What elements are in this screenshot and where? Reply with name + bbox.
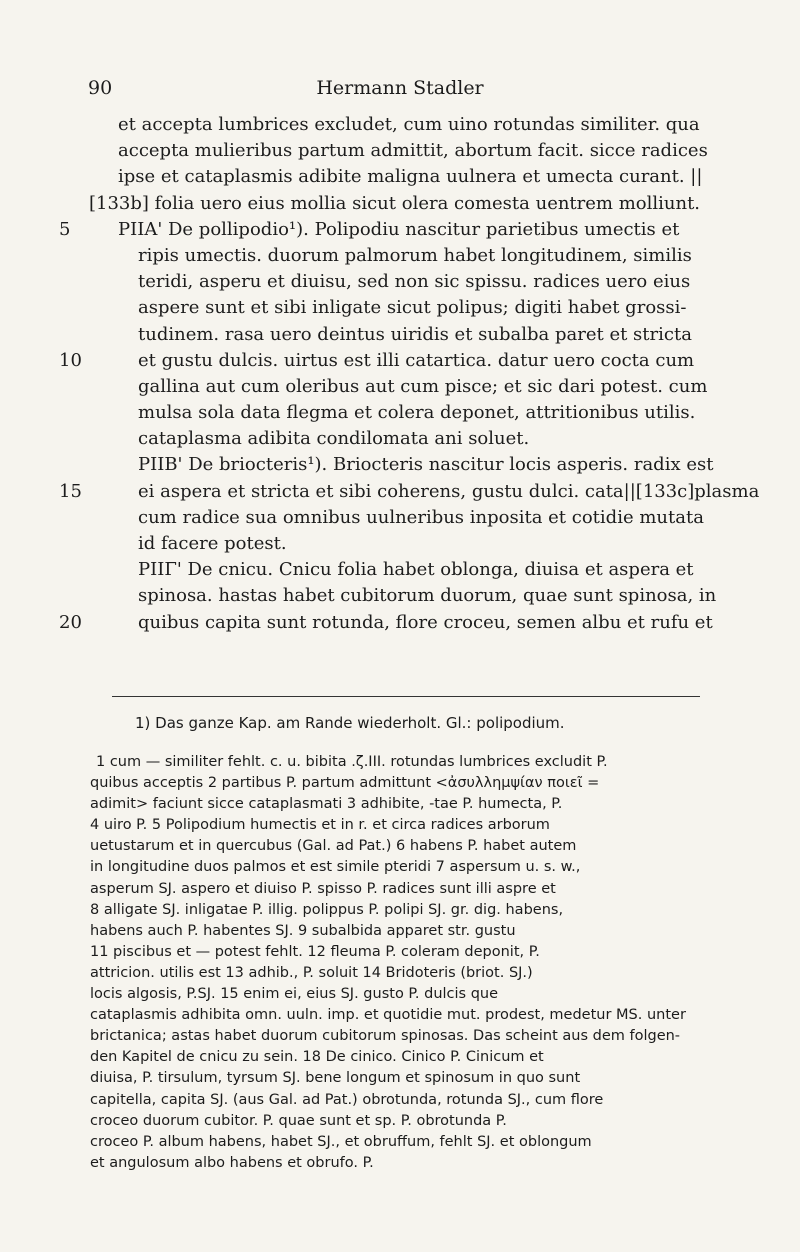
line-text: PIIB' De briocteris¹). Briocteris nascitur locis asperis. radix est <box>138 454 714 476</box>
line-text: PIIΓ' De cnicu. Cnicu folia habet oblonga, diuisa et aspera et <box>138 559 694 581</box>
text-line <box>0 322 800 348</box>
text-line <box>0 269 800 295</box>
line-text: ei aspera et stricta et sibi coherens, gustu dulci. cata||[133c]plasma <box>138 480 760 502</box>
apparatus-line: 11 piscibus et — potest fehlt. 12 fleuma P. coleram deponit, P. <box>90 943 540 960</box>
line-text: [133b] folia uero eius mollia sicut olera comesta uentrem molliunt. <box>89 192 701 214</box>
line-text: spinosa. hastas habet cubitorum duorum, quae sunt spinosa, in <box>138 585 717 607</box>
text-line <box>0 217 800 243</box>
text-line <box>0 479 800 505</box>
line-text: quibus capita sunt rotunda, flore croceu, semen albu et rufu et <box>138 611 713 633</box>
text-line <box>0 164 800 190</box>
apparatus-line: brictanica; astas habet duorum cubitorum spinosas. Das scheint aus dem folgen- <box>90 1028 681 1045</box>
text-line <box>0 452 800 478</box>
footnote: 1) Das ganze Kap. am Rande wiederholt. Gl.: polipodium. <box>135 714 565 732</box>
page-number: 90 <box>88 77 113 99</box>
line-number: 5 <box>59 218 71 240</box>
line-text: gallina aut cum oleribus aut cum pisce; et sic dari potest. cum <box>138 375 708 397</box>
apparatus-line: diuisa, P. tirsulum, tyrsum SJ. bene longum et spinosum in quo sunt <box>90 1070 581 1087</box>
running-title: Hermann Stadler <box>316 77 484 99</box>
apparatus-line: habens auch P. habentes SJ. 9 subalbida apparet str. gustu <box>90 922 516 939</box>
line-number: 15 <box>59 480 82 502</box>
line-text: cum radice sua omnibus uulneribus inposita et cotidie mutata <box>138 506 704 528</box>
text-line <box>0 243 800 269</box>
line-text: mulsa sola data flegma et colera deponet, attritionibus utilis. <box>138 402 696 424</box>
line-text: teridi, asperu et diuisu, sed non sic spissu. radices uero eius <box>138 271 691 293</box>
text-line <box>0 295 800 321</box>
text-line <box>0 374 800 400</box>
line-text: PIIA' De pollipodio¹). Polipodiu nascitur parietibus umectis et <box>118 218 680 240</box>
apparatus-line: den Kapitel de cnicu zu sein. 18 De cinico. Cinico P. Cinicum et <box>90 1049 544 1066</box>
line-number: 20 <box>59 611 82 633</box>
text-line <box>0 583 800 609</box>
text-line <box>0 426 800 452</box>
line-text: id facere potest. <box>138 533 287 554</box>
apparatus-line: 1 cum — similiter fehlt. c. u. bibita .ζ.III. rotundas lumbrices excludit P. <box>96 754 608 770</box>
apparatus-line: attricion. utilis est 13 adhib., P. soluit 14 Bridoteris (briot. SJ.) <box>90 964 533 981</box>
apparatus-line: locis algosis, P.SJ. 15 enim ei, eius SJ. gusto P. dulcis que <box>90 986 499 1003</box>
apparatus-line: cataplasmis adhibita omn. uuln. imp. et quotidie mut. prodest, medetur MS. unter <box>90 1007 686 1024</box>
apparatus-line: in longitudine duos palmos et est simile pteridi 7 aspersum u. s. w., <box>90 859 581 876</box>
apparatus-line: capitella, capita SJ. (aus Gal. ad Pat.) obrotunda, rotunda SJ., cum flore <box>90 1091 604 1108</box>
line-text: ipse et cataplasmis adibite maligna uulnera et umecta curant. || <box>118 166 703 188</box>
line-text: ripis umectis. duorum palmorum habet longitudinem, similis <box>138 244 692 266</box>
page-header <box>0 77 800 107</box>
line-number: 10 <box>59 349 82 371</box>
text-line <box>0 348 800 374</box>
text-line <box>0 138 800 164</box>
text-line <box>0 191 800 217</box>
line-text: tudinem. rasa uero deintus uiridis et subalba paret et stricta <box>138 323 692 345</box>
line-text: aspere sunt et sibi inligate sicut polipus; digiti habet grossi- <box>138 297 687 319</box>
line-text: et gustu dulcis. uirtus est illi catartica. datur uero cocta cum <box>138 349 695 371</box>
line-text: et accepta lumbrices excludet, cum uino rotundas similiter. qua <box>118 114 700 135</box>
apparatus-line: adimit> faciunt sicce cataplasmati 3 adhibite, -tae P. humecta, P. <box>90 796 563 813</box>
text-line <box>0 505 800 531</box>
apparatus-line: quibus acceptis 2 partibus P. partum admittunt <ἀσυλλημψίαν ποιεῖ = <box>90 775 600 792</box>
footnote-divider <box>112 696 700 697</box>
text-line <box>0 610 800 636</box>
apparatus-line: croceo P. album habens, habet SJ., et obruffum, fehlt SJ. et oblongum <box>90 1133 592 1150</box>
line-text: cataplasma adibita condilomata ani soluet. <box>138 428 530 450</box>
apparatus-line: croceo duorum cubitor. P. quae sunt et sp. P. obrotunda P. <box>90 1112 507 1129</box>
apparatus-line: uetustarum et in quercubus (Gal. ad Pat.) 6 habens P. habet autem <box>90 838 577 855</box>
critical-apparatus <box>90 752 702 1174</box>
text-line <box>0 531 800 557</box>
line-text: accepta mulieribus partum admittit, abortum facit. sicce radices <box>118 140 708 162</box>
apparatus-line: asperum SJ. aspero et diuiso P. spisso P. radices sunt illi aspre et <box>90 880 556 897</box>
text-line <box>0 400 800 426</box>
apparatus-line: 8 alligate SJ. inligatae P. illig. polippus P. polipi SJ. gr. dig. habens, <box>90 901 564 918</box>
apparatus-line: et angulosum albo habens et obrufo. P. <box>90 1154 374 1171</box>
apparatus-line: 4 uiro P. 5 Polipodium humectis et in r. et circa radices arborum <box>90 817 550 834</box>
main-text <box>0 112 800 636</box>
text-line <box>0 557 800 583</box>
text-line <box>0 112 800 138</box>
